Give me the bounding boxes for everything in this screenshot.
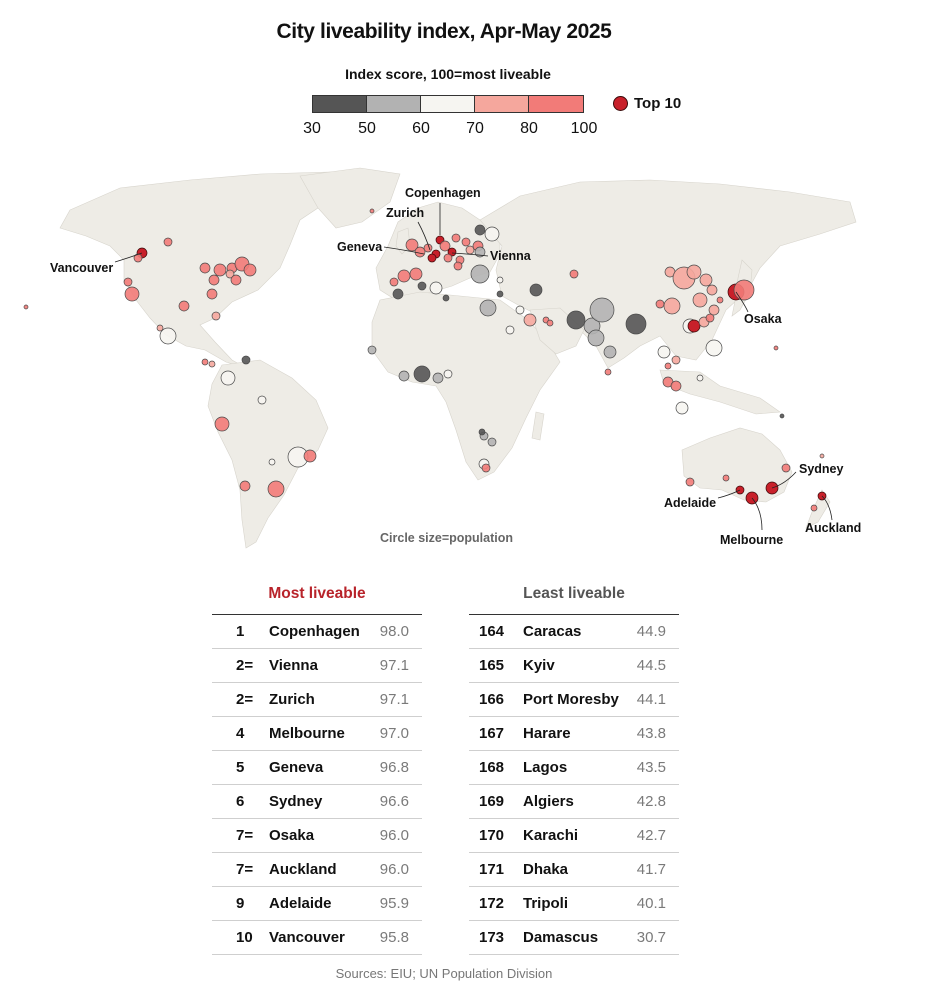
score-cell: 40.1 [636,895,666,912]
city-marker [268,481,284,497]
score-cell: 30.7 [636,929,666,946]
city-marker [304,450,316,462]
table-row [469,615,679,649]
city-marker [462,238,470,246]
city-marker [202,359,208,365]
rank-cell: 173 [479,929,505,946]
legend-ticks [300,120,610,140]
table-row [212,615,422,649]
city-marker [269,459,275,465]
score-cell: 98.0 [379,623,409,640]
city-marker [665,363,671,369]
city-marker [414,366,430,382]
city-cell: Karachi [523,827,579,844]
table-row [212,649,422,683]
label-vienna: Vienna [490,249,531,263]
city-marker [454,262,462,270]
city-cell: Sydney [269,793,323,810]
city-marker [604,346,616,358]
city-marker [516,306,524,314]
city-marker [200,263,210,273]
least-liveable-table [469,583,679,955]
city-marker [626,314,646,334]
score-cell: 97.1 [379,657,409,674]
table-row [469,921,679,955]
city-marker [687,265,701,279]
score-cell: 97.1 [379,691,409,708]
table-row [212,921,422,955]
score-cell: 95.8 [379,929,409,946]
city-marker [479,429,485,435]
city-marker [418,282,426,290]
rank-cell: 6 [236,793,245,810]
city-marker [676,402,688,414]
city-marker [700,274,712,286]
city-marker [567,311,585,329]
legend-tick-30: 30 [303,120,321,137]
city-marker [590,298,614,322]
city-marker [240,481,250,491]
city-marker [480,300,496,316]
city-marker [209,275,219,285]
city-marker [179,301,189,311]
city-marker [811,505,817,511]
city-marker [221,371,235,385]
city-marker [212,312,220,320]
rank-cell: 164 [479,623,505,640]
city-marker [231,275,241,285]
legend-swatch-70-80 [475,95,529,113]
score-cell: 43.5 [636,759,666,776]
rank-cell: 7= [236,827,254,844]
score-cell: 44.5 [636,657,666,674]
label-zurich: Zurich [386,206,425,220]
score-cell: 96.8 [379,759,409,776]
rank-cell: 169 [479,793,505,810]
city-marker [207,289,217,299]
city-marker [430,282,442,294]
city-marker [444,254,452,262]
label-vancouver: Vancouver [50,261,114,275]
rank-cell: 170 [479,827,505,844]
city-cell: Algiers [523,793,574,810]
city-marker [471,265,489,283]
legend-tick-100: 100 [570,120,598,137]
city-marker [497,291,503,297]
most-liveable-table [212,583,422,955]
city-marker [780,414,784,418]
label-auckland: Auckland [805,521,862,535]
rank-cell: 7= [236,861,254,878]
rank-cell: 1 [236,623,245,640]
city-marker [723,475,729,481]
city-marker [443,295,449,301]
city-marker [709,305,719,315]
rank-cell: 165 [479,657,505,674]
city-marker [214,264,226,276]
legend-swatch-30-50 [312,95,367,113]
legend-tick-70: 70 [466,120,484,137]
score-cell: 96.6 [379,793,409,810]
label-melbourne: Melbourne [720,533,784,547]
city-marker [570,270,578,278]
city-marker [658,346,670,358]
city-marker [707,285,717,295]
city-marker [547,320,553,326]
city-marker [368,346,376,354]
table-row [469,717,679,751]
rank-cell: 2= [236,691,254,708]
top10-key [613,95,681,112]
table-row [469,819,679,853]
table-row [469,683,679,717]
city-marker [242,356,250,364]
city-marker [24,305,28,309]
city-marker [393,289,403,299]
chart-title: City liveability index, Apr-May 2025 [276,20,612,43]
city-cell: Damascus [523,929,599,946]
table-row [212,751,422,785]
city-marker [664,298,680,314]
legend-tick-80: 80 [520,120,538,137]
city-marker [209,361,215,367]
city-marker [482,464,490,472]
city-marker [506,326,514,334]
city-marker [605,369,611,375]
sources-note: Sources: EIU; UN Population Division [335,966,553,981]
land-madagascar [532,412,544,440]
score-cell: 44.9 [636,623,666,640]
circle-size-note: Circle size=population [380,531,514,545]
least-liveable-heading: Least liveable [469,583,679,615]
table-row [469,649,679,683]
legend-tick-60: 60 [412,120,430,137]
city-cell: Auckland [269,861,337,878]
top10-marker-icon [613,96,628,111]
city-marker [215,417,229,431]
rank-cell: 172 [479,895,505,912]
score-cell: 95.9 [379,895,409,912]
city-marker [485,227,499,241]
city-cell: Geneva [269,759,324,776]
city-marker [530,284,542,296]
city-cell: Vienna [269,657,318,674]
score-cell: 41.7 [636,861,666,878]
city-marker [734,280,754,300]
rank-cell: 167 [479,725,505,742]
city-cell: Melbourne [269,725,345,742]
rank-cell: 171 [479,861,505,878]
city-marker [706,340,722,356]
world-map [0,150,936,560]
city-marker [258,396,266,404]
label-adelaide: Adelaide [664,496,717,510]
table-row [469,853,679,887]
table-row [469,751,679,785]
city-marker [588,330,604,346]
city-marker [125,287,139,301]
table-row [212,717,422,751]
city-marker [244,264,256,276]
city-marker [782,464,790,472]
rank-cell: 10 [236,929,253,946]
table-row [212,887,422,921]
city-marker [656,300,664,308]
city-marker [693,293,707,307]
rank-cell: 9 [236,895,245,912]
city-marker [686,478,694,486]
city-marker [160,328,176,344]
table-row [212,853,422,887]
city-cell: Zurich [269,691,315,708]
color-legend [312,95,584,113]
city-cell: Caracas [523,623,582,640]
city-cell: Copenhagen [269,623,360,640]
city-marker [820,454,824,458]
map-svg [0,150,936,560]
city-cell: Harare [523,725,571,742]
legend-swatch-60-70 [421,95,475,113]
score-cell: 96.0 [379,827,409,844]
city-marker [164,238,172,246]
top10-label: Top 10 [634,95,682,112]
city-marker [399,371,409,381]
city-marker [524,314,536,326]
city-marker [124,278,132,286]
score-cell: 97.0 [379,725,409,742]
city-marker [452,234,460,242]
label-copenhagen: Copenhagen [405,186,481,200]
table-row [212,819,422,853]
label-geneva: Geneva [337,240,383,254]
rank-cell: 4 [236,725,245,742]
legend-title: Index score, 100=most liveable [345,66,551,82]
city-marker [717,297,723,303]
rank-cell: 168 [479,759,505,776]
city-marker [390,278,398,286]
city-cell: Port Moresby [523,691,619,708]
table-row [469,785,679,819]
rank-cell: 5 [236,759,245,776]
table-row [212,785,422,819]
score-cell: 42.7 [636,827,666,844]
label-osaka: Osaka [744,312,782,326]
legend-tick-50: 50 [358,120,376,137]
city-marker [488,438,496,446]
city-cell: Lagos [523,759,568,776]
score-cell: 44.1 [636,691,666,708]
city-marker [688,320,700,332]
city-marker [398,270,410,282]
label-sydney: Sydney [799,462,844,476]
city-marker [497,277,503,283]
score-cell: 96.0 [379,861,409,878]
city-cell: Tripoli [523,895,568,912]
city-marker [370,209,374,213]
city-marker [433,373,443,383]
city-cell: Adelaide [269,895,332,912]
city-cell: Vancouver [269,929,345,946]
city-cell: Kyiv [523,657,555,674]
table-row [469,887,679,921]
city-cell: Dhaka [523,861,569,878]
legend-swatch-50-60 [367,95,421,113]
city-marker [672,356,680,364]
city-marker [475,225,485,235]
table-row [212,683,422,717]
city-marker [774,346,778,350]
city-marker [697,375,703,381]
city-marker [410,268,422,280]
score-cell: 42.8 [636,793,666,810]
rank-cell: 2= [236,657,254,674]
most-liveable-heading: Most liveable [212,583,422,615]
city-cell: Osaka [269,827,315,844]
city-marker [671,381,681,391]
city-marker [428,254,436,262]
city-marker [415,247,425,257]
legend-swatch-80-100 [529,95,584,113]
land-greenland [300,168,400,228]
city-marker [444,370,452,378]
score-cell: 43.8 [636,725,666,742]
rank-cell: 166 [479,691,505,708]
